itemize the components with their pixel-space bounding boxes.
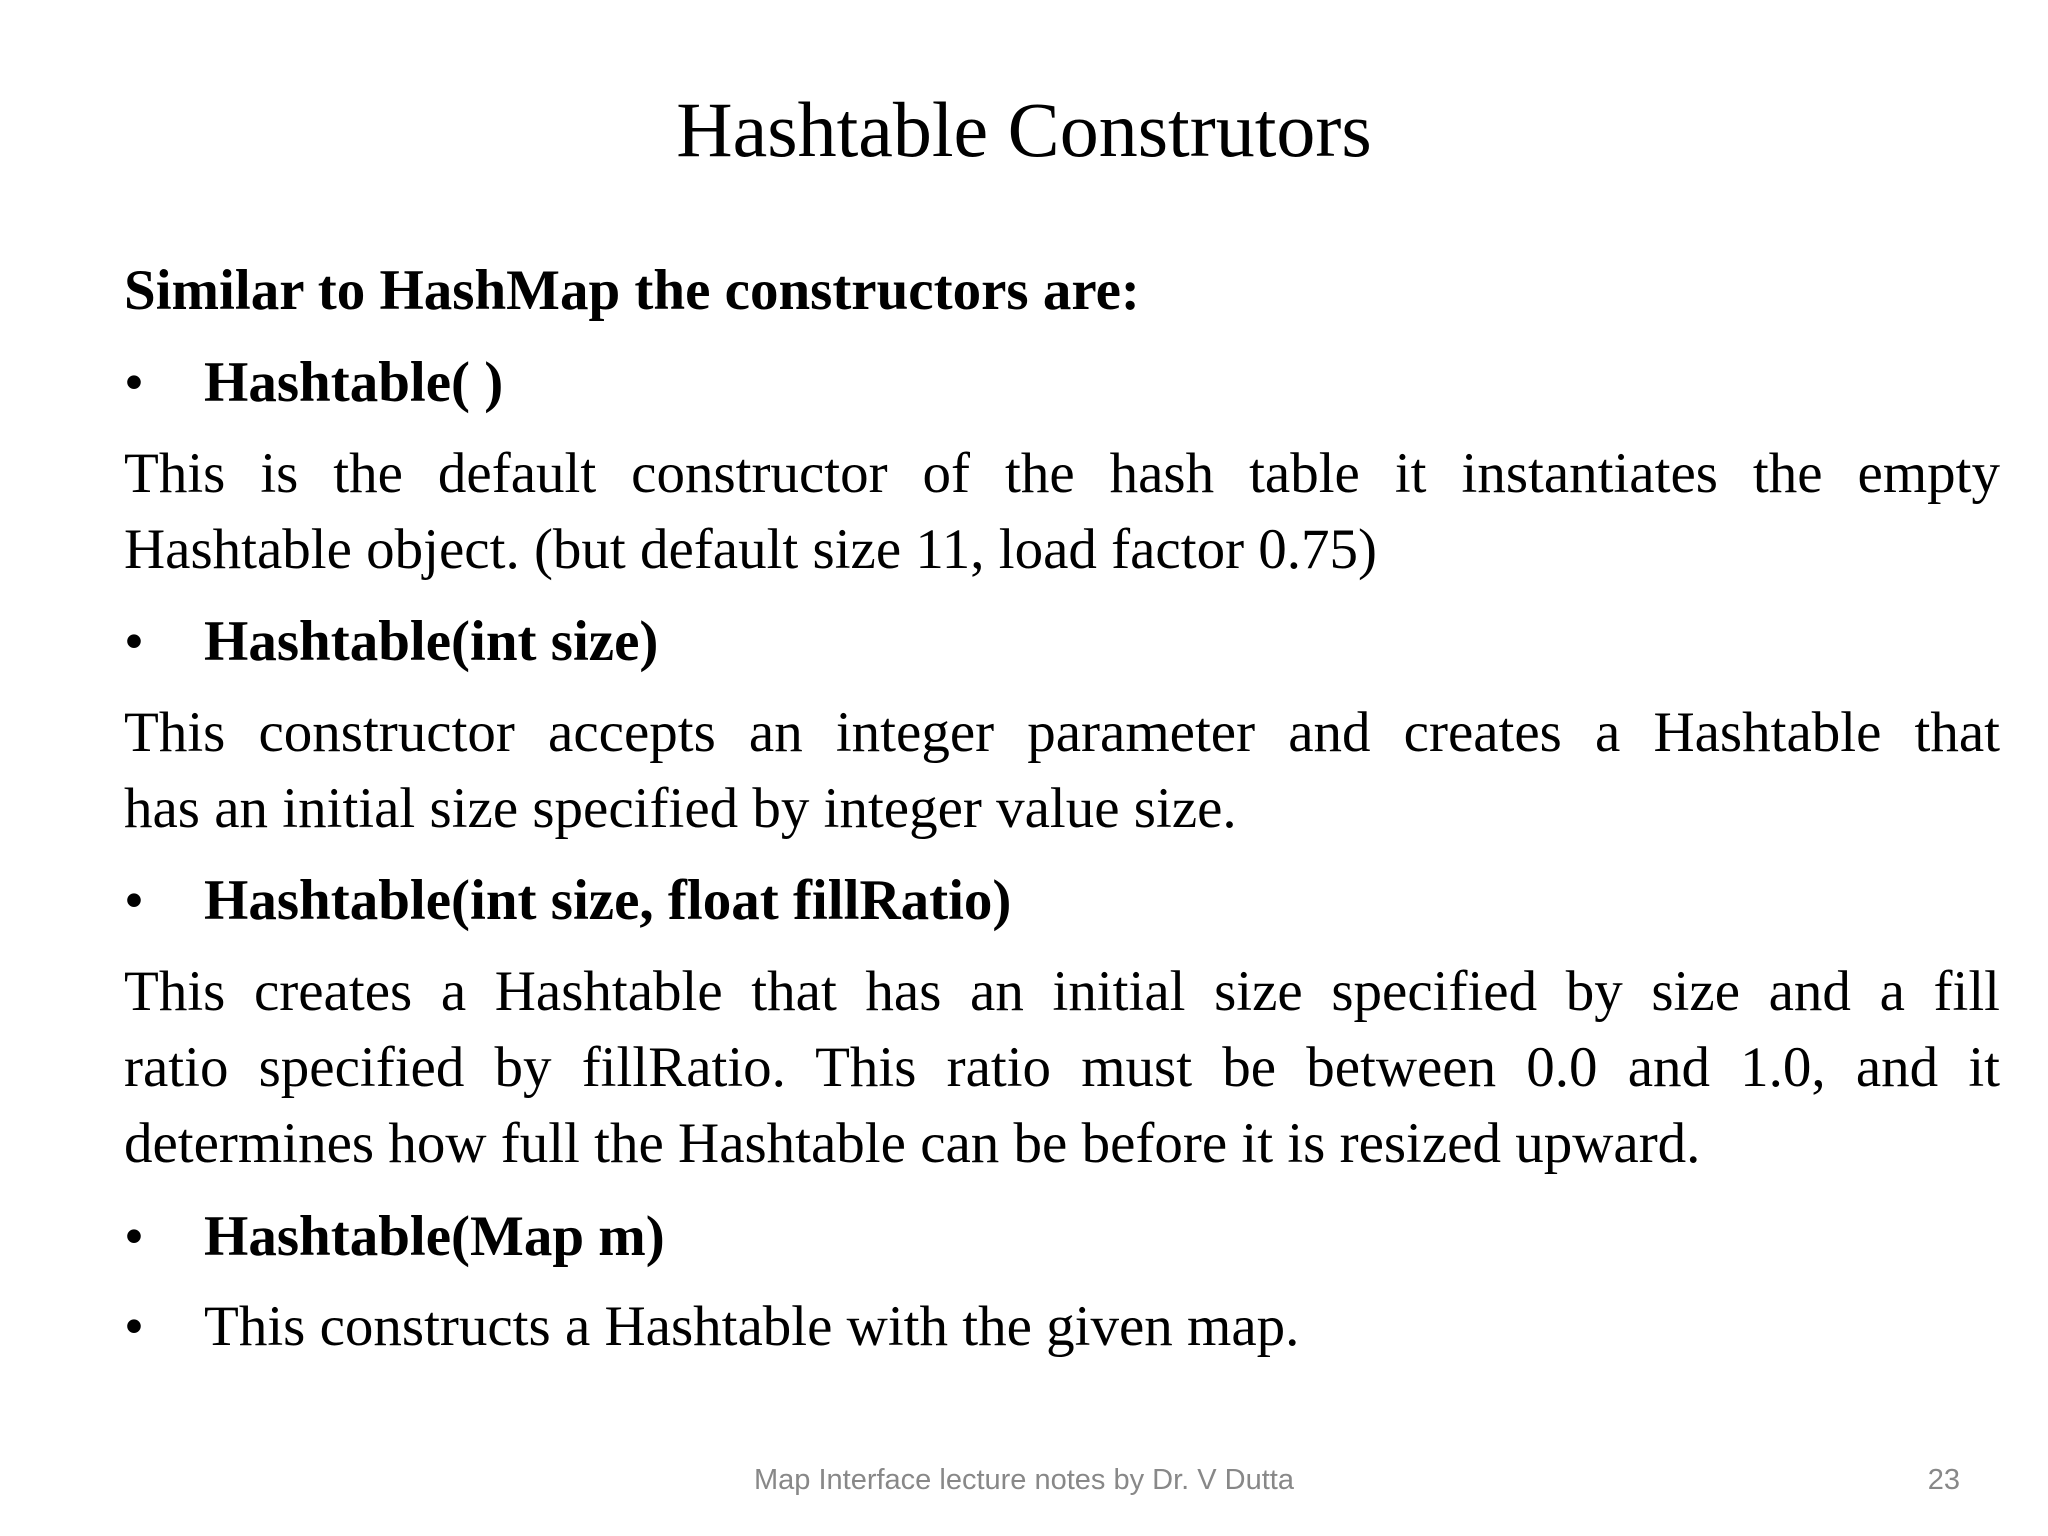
constructor-heading: Hashtable(Map m) bbox=[204, 1205, 665, 1268]
constructor-heading: Hashtable( ) bbox=[204, 351, 504, 414]
description-line: ratio specified by fillRatio. This ratio must be between 0.0 and 1.0, and it bbox=[124, 1036, 2000, 1099]
intro-text: Similar to HashMap the constructors are: bbox=[124, 259, 1140, 322]
description-line: This creates a Hashtable that has an initial size specified by size and a fill bbox=[124, 960, 2000, 1023]
description-line: has an initial size specified by integer value size. bbox=[124, 777, 1237, 840]
bullet-glyph: • bbox=[124, 869, 144, 932]
bullet-glyph: • bbox=[124, 610, 144, 673]
constructor-description: This constructs a Hashtable with the given map. bbox=[204, 1295, 1300, 1358]
bullet-glyph: • bbox=[124, 351, 144, 414]
constructor-heading: Hashtable(int size) bbox=[204, 610, 659, 673]
bullet-glyph: • bbox=[124, 1295, 144, 1358]
description-line: This constructor accepts an integer parameter and creates a Hashtable that bbox=[124, 701, 2000, 764]
footer-text: Map Interface lecture notes by Dr. V Dutta bbox=[754, 1464, 1294, 1496]
page-number: 23 bbox=[1927, 1464, 1960, 1496]
bullet-glyph: • bbox=[124, 1205, 144, 1268]
description-line: determines how full the Hashtable can be before it is resized upward. bbox=[124, 1112, 1701, 1175]
constructor-heading: Hashtable(int size, float fillRatio) bbox=[204, 869, 1012, 932]
description-line: This is the default constructor of the hash table it instantiates the empty bbox=[124, 442, 2000, 505]
slide-title: Hashtable Construtors bbox=[676, 86, 1372, 173]
description-line: Hashtable object. (but default size 11, load factor 0.75) bbox=[124, 518, 1378, 581]
